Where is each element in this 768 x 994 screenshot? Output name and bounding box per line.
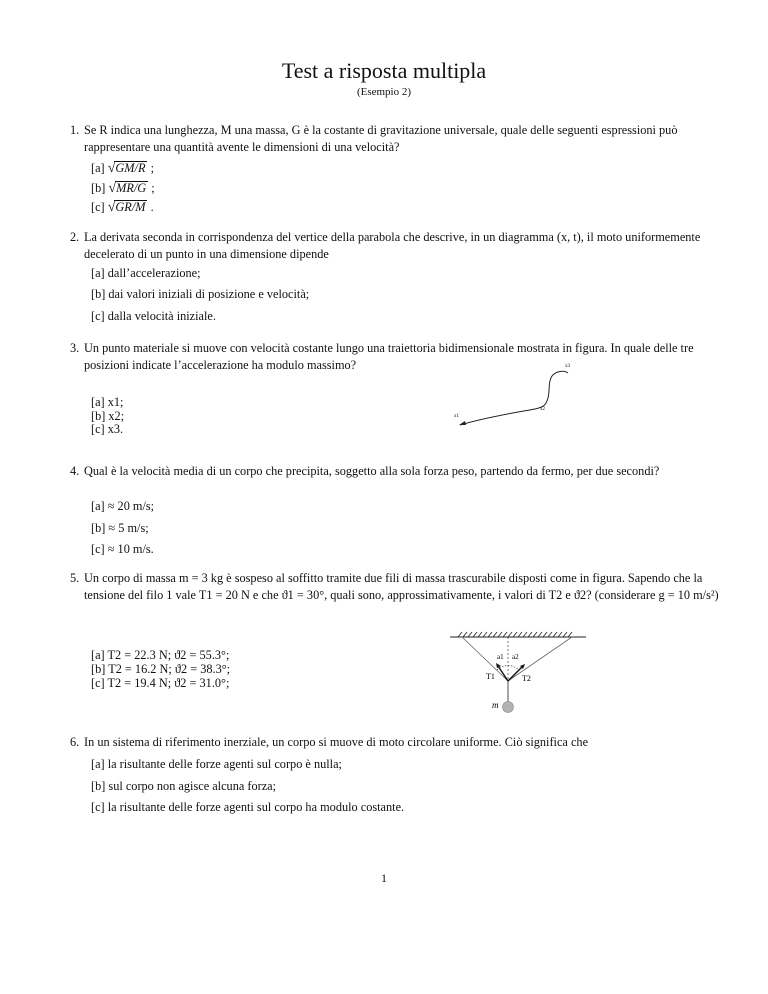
ceiling-hatching — [458, 632, 572, 637]
mass-circle — [503, 702, 514, 713]
question-6-option-c: [c] la risultante delle forze agenti sul corpo ha modulo costante. — [91, 800, 405, 814]
question-4 — [70, 463, 729, 480]
question-3-option-c: [c] x3. — [91, 422, 124, 436]
question-1 — [70, 122, 729, 156]
label-x3: x3 — [565, 364, 570, 369]
question-3-option-b: [b] x2; — [91, 409, 125, 423]
page-number: 1 — [381, 871, 387, 885]
question-text: Qual è la velocità media di un corpo che precipita, soggetto alla sola forza peso, partendo da fermo, per due secondi? — [84, 464, 660, 478]
label-a2: a2 — [512, 653, 519, 661]
tension-figure — [448, 628, 593, 720]
question-1-option-c: [c] √GR/M . — [91, 200, 154, 215]
option-end: . — [150, 200, 154, 214]
label-x1: x1 — [454, 414, 459, 419]
question-5 — [70, 570, 729, 604]
tension-arrowhead-1 — [496, 663, 501, 668]
question-number: 1. — [70, 123, 80, 137]
question-5-option-b: [b] T2 = 16.2 N; ϑ2 = 38.3°; — [91, 662, 231, 676]
option-tag: [b] — [91, 181, 106, 195]
sqrt-expression: GM/R — [115, 161, 146, 175]
question-number: 4. — [70, 464, 80, 478]
label-x2: x2 — [540, 407, 545, 412]
sqrt-expression: GR/M — [115, 200, 146, 214]
question-text: Se R indica una lunghezza, M una massa, G è la costante di gravitazione universale, quale delle seguenti espressioni può rappresentare una quantità avente le dimensioni di una velocità? — [84, 123, 678, 154]
question-5-option-c: [c] T2 = 19.4 N; ϑ2 = 31.0°; — [91, 676, 230, 690]
label-T1: T1 — [486, 672, 495, 681]
question-6-option-a: [a] la risultante delle forze agenti sul corpo è nulla; — [91, 757, 342, 771]
question-number: 5. — [70, 571, 80, 585]
option-end: ; — [151, 181, 155, 195]
question-text: In un sistema di riferimento inerziale, un corpo si muove di moto circolare uniforme. Ciò significa che — [84, 735, 589, 749]
question-2-option-c: [c] dalla velocità iniziale. — [91, 309, 216, 323]
question-6-option-b: [b] sul corpo non agisce alcuna forza; — [91, 779, 277, 793]
question-text: Un punto materiale si muove con velocità costante lungo una traiettoria bidimensionale mostrata in figura. In quale delle tre posizioni indicate l’accelerazione ha modulo massimo? — [84, 341, 694, 372]
question-number: 2. — [70, 230, 80, 244]
label-a1: a1 — [497, 653, 504, 661]
label-T2: T2 — [522, 674, 531, 683]
question-4-option-b: [b] ≈ 5 m/s; — [91, 521, 149, 535]
page-subtitle: (Esempio 2) — [356, 86, 412, 98]
trajectory-curve — [460, 371, 568, 425]
question-5-option-a: [a] T2 = 22.3 N; ϑ2 = 55.3°; — [91, 648, 230, 662]
label-m: m — [492, 700, 499, 710]
option-end: ; — [150, 161, 154, 175]
question-1-option-b: [b] √MR/G ; — [91, 181, 155, 196]
question-3 — [70, 340, 729, 374]
question-2-option-b: [b] dai valori iniziali di posizione e velocità; — [91, 287, 310, 301]
question-text: Un corpo di massa m = 3 kg è sospeso al soffitto tramite due fili di massa trascurabile disposti come in figura. Sapendo che la tensione del filo 1 vale T1 = 20 N e che ϑ1 = 30°, quali sono, approssimativamente, i valori di T2 e ϑ2? (considerare g = 10 m/s²) — [84, 571, 719, 602]
option-tag: [c] — [91, 200, 105, 214]
question-4-option-c: [c] ≈ 10 m/s. — [91, 542, 154, 556]
option-tag: [a] — [91, 161, 105, 175]
question-6 — [70, 734, 729, 751]
sqrt-expression: MR/G — [116, 181, 147, 195]
question-text: La derivata seconda in corrispondenza del vertice della parabola che descrive, in un diagramma (x, t), il moto uniformemente decelerato di un punto in una dimensione dipende — [84, 230, 701, 261]
tension-arrow-2 — [508, 667, 522, 681]
question-number: 3. — [70, 341, 80, 355]
question-1-option-a: [a] √GM/R ; — [91, 161, 154, 176]
question-3-option-a: [a] x1; — [91, 395, 124, 409]
trajectory-arrowhead — [459, 421, 466, 425]
question-2 — [70, 229, 729, 263]
page-title: Test a risposta multipla — [281, 58, 487, 83]
question-number: 6. — [70, 735, 80, 749]
trajectory-figure — [440, 356, 590, 456]
question-2-option-a: [a] dall’accelerazione; — [91, 266, 201, 280]
question-4-option-a: [a] ≈ 20 m/s; — [91, 499, 155, 513]
tension-arrow-1 — [498, 666, 508, 681]
